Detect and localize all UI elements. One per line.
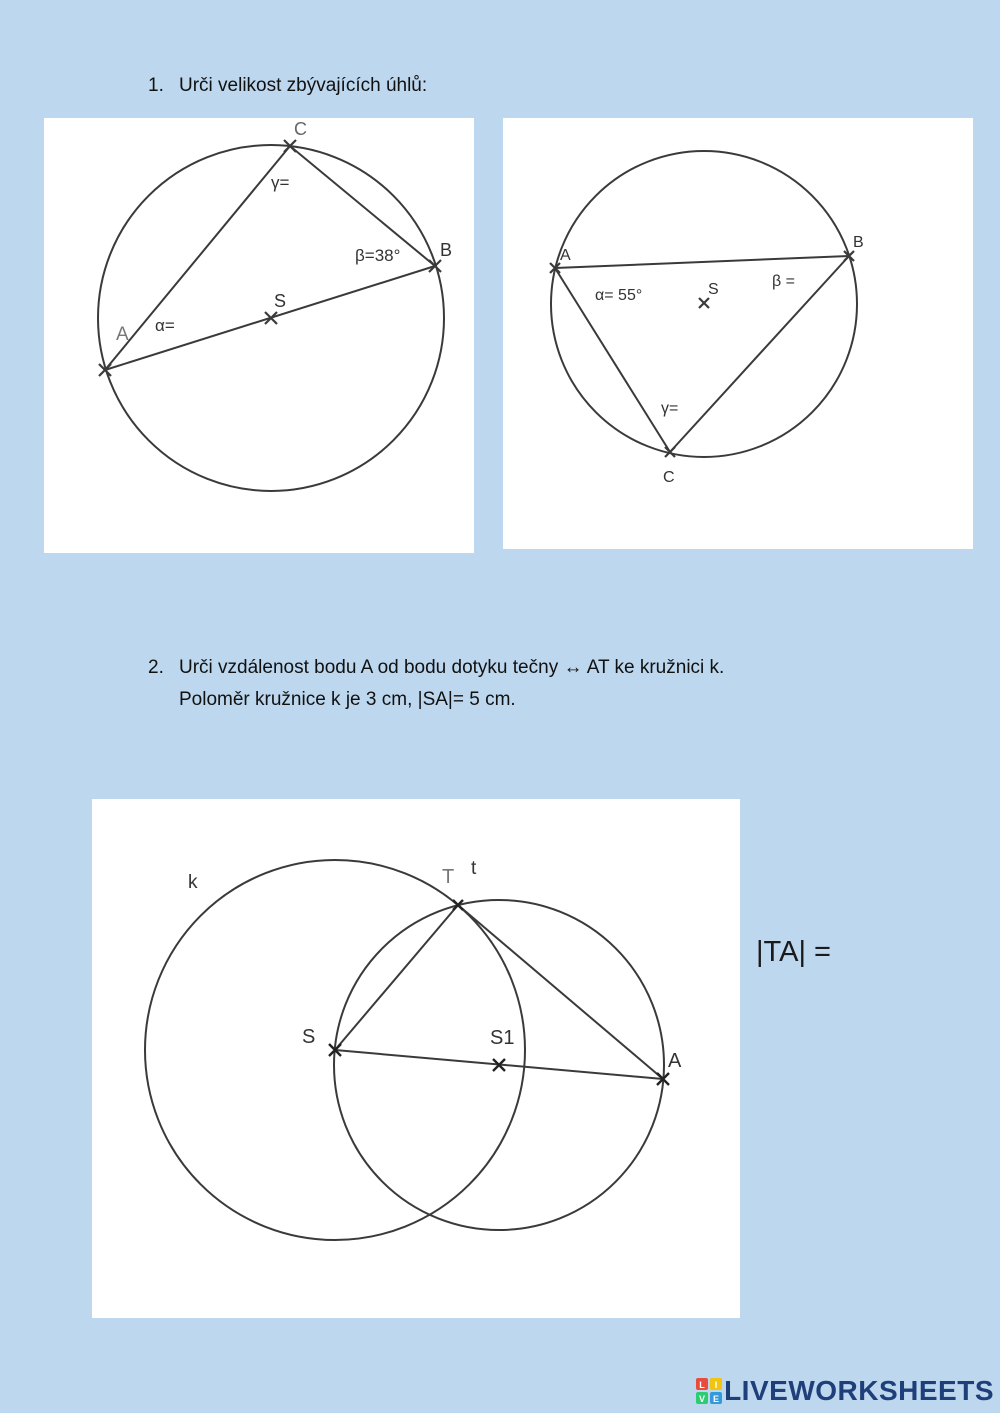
label-B: B [853,234,864,251]
task-1-number: 1. [148,75,164,96]
side-AC [105,146,290,370]
label-S: S [302,1026,316,1048]
label-A: A [116,324,129,345]
logo-letter-e: E [713,1394,720,1404]
tangent-TA [458,905,663,1079]
label-k: k [188,872,198,893]
liveworksheets-logo [696,1373,994,1409]
label-alpha: α= 55° [595,287,643,304]
label-B: B [440,240,453,260]
label-beta: β=38° [355,246,401,265]
figure-1-drawing [44,118,474,553]
task-2-number: 2. [148,657,164,678]
point-S-mark [699,298,709,308]
task-1-text: Urči velikost zbývajících úhlů: [179,75,428,96]
segment-ST [335,905,458,1050]
label-C: C [294,119,307,139]
label-A: A [668,1050,682,1072]
figure-1-panel [44,118,474,553]
figure-2-panel [503,118,973,549]
side-AB [555,256,849,268]
figure-2-drawing [503,118,973,549]
label-S: S [274,291,287,311]
label-alpha: α= [155,316,175,335]
logo-grid-icon [696,1378,722,1404]
label-A: A [560,247,571,264]
label-C: C [663,469,675,486]
figure-3-panel [92,799,740,1318]
task-2-heading [148,652,724,716]
side-BC [670,256,849,452]
logo-letter-i: I [714,1380,718,1390]
label-gamma: γ= [271,173,290,192]
task-1-heading [148,70,427,102]
label-beta: β = [772,273,795,290]
logo-text: LIVEWORKSHEETS [724,1375,994,1406]
label-T: T [442,866,455,888]
label-gamma: γ= [661,400,679,417]
label-t: t [471,858,477,879]
answer-label: |TA| = [756,936,831,968]
logo-letter-l: L [699,1380,705,1390]
figure-3-drawing [92,799,740,1318]
label-S: S [708,281,719,298]
label-S1: S1 [490,1027,515,1049]
task-2-line-1: Urči vzdálenost bodu A od bodu dotyku tečny ↔ AT ke kružnici k. [179,657,725,678]
task-2-line-2: Poloměr kružnice k je 3 cm, |SA|= 5 cm. [179,689,516,710]
logo-letter-v: V [699,1394,706,1404]
